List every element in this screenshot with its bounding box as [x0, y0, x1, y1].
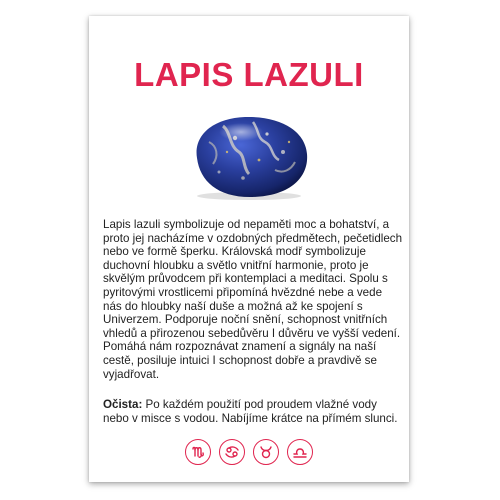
lapis-lazuli-stone-image — [183, 112, 313, 202]
cancer-icon — [219, 439, 245, 465]
cleansing-label: Očista: — [103, 398, 143, 411]
taurus-icon — [253, 439, 279, 465]
libra-icon — [287, 439, 313, 465]
cleansing-instructions — [103, 398, 403, 425]
crystal-description: Lapis lazuli symbolizuje od nepaměti moc a bohatství, a proto jej nacházíme v ozdobných předmětech, pečetidlech nebo ve formě šperku. Královská modř symbolizuje duchovní hloubku a světlo vnitřní harmonie, proto je skvělým průvodcem při kontemplaci a meditaci. Spolu s pyritovými vrostlicemi připomíná hvězdné nebe a vede nás do hloubky naší duše a možná až ke spojení s Univerzem. Podporuje noční snění, schopnost vnitřních vhledů a přirozenou sebedůvěru I důvěru ve vyšší vedení. Pomáhá nám rozpoznávat znamení a signály na naší cestě, posiluje intuici I schopnost dobře a pravdivě se vyjadřovat. — [103, 218, 403, 381]
virgo-icon — [185, 439, 211, 465]
card-title: LAPIS LAZULI — [134, 56, 364, 93]
crystal-card — [89, 16, 409, 482]
zodiac-icons — [89, 439, 409, 465]
cleansing-text: Po každém použití pod proudem vlažné vody nebo v misce s vodou. Nabíjíme krátce na přímém slunci. — [103, 398, 398, 425]
